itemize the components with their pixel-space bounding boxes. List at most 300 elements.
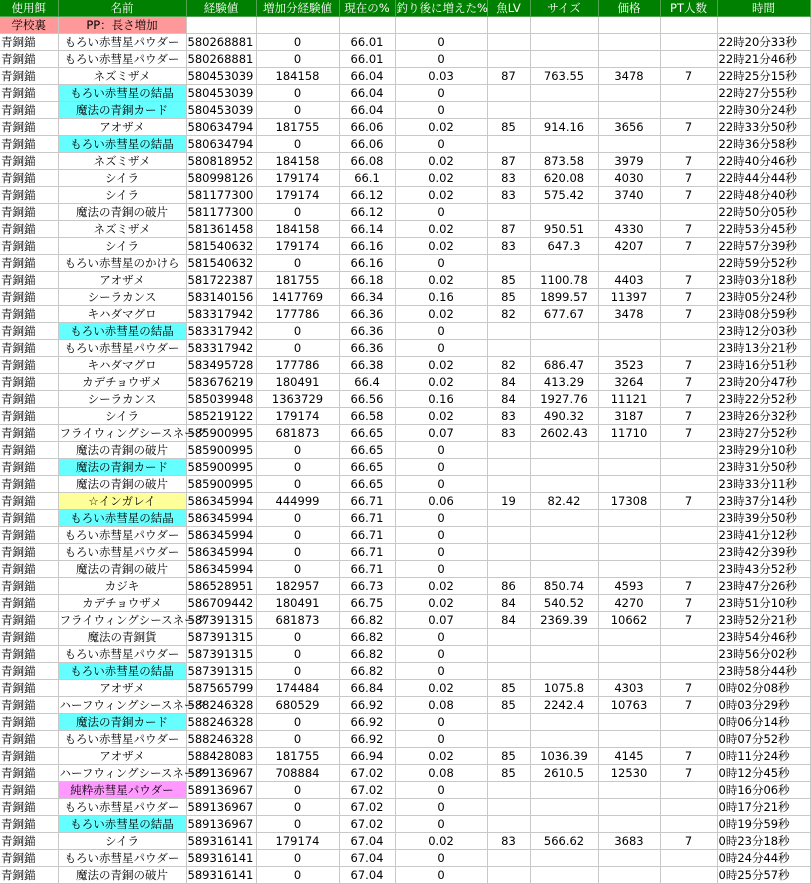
cell-bait[interactable]: 青銅錨 [0,527,58,544]
cell-bait[interactable]: 青銅錨 [0,646,58,663]
cell-percent-gain[interactable]: 0 [395,85,487,102]
cell-size[interactable] [530,136,598,153]
cell-party-size[interactable] [660,850,717,867]
cell-party-size[interactable] [660,629,717,646]
cell-percent-gain[interactable]: 0 [395,102,487,119]
cell-exp-gain[interactable]: 0 [256,561,339,578]
cell-current-percent[interactable]: 66.92 [339,731,395,748]
cell-bait[interactable]: 青銅錨 [0,136,58,153]
cell-fish-level[interactable]: 19 [487,493,530,510]
cell-party-size[interactable] [660,714,717,731]
cell-name[interactable]: ☆インガレイ [58,493,186,510]
cell-size[interactable] [530,629,598,646]
cell-exp[interactable]: 589316141 [186,867,256,884]
cell-exp[interactable]: 586709442 [186,595,256,612]
cell-percent-gain[interactable]: 0.02 [395,748,487,765]
cell-exp[interactable]: 583676219 [186,374,256,391]
cell-time[interactable]: 23時56分02秒 [717,646,810,663]
cell-size[interactable] [530,527,598,544]
cell-name[interactable]: シイラ [58,170,186,187]
cell-time[interactable]: 0時23分18秒 [717,833,810,850]
cell-size[interactable]: 2610.5 [530,765,598,782]
cell-name[interactable]: シーラカンス [58,289,186,306]
cell-party-size[interactable]: 7 [660,425,717,442]
cell-exp-gain[interactable]: 681873 [256,612,339,629]
cell-exp-gain[interactable]: 177786 [256,306,339,323]
cell-name[interactable]: カデチョウザメ [58,374,186,391]
cell-bait[interactable]: 青銅錨 [0,714,58,731]
cell-name[interactable]: キハダマグロ [58,357,186,374]
cell-size[interactable] [530,442,598,459]
cell-exp[interactable]: 580453039 [186,102,256,119]
cell-fish-level[interactable] [487,731,530,748]
cell-time[interactable]: 22時48分40秒 [717,187,810,204]
cell-exp[interactable]: 580818952 [186,153,256,170]
cell-price[interactable] [598,544,660,561]
cell-party-size[interactable]: 7 [660,391,717,408]
cell-time[interactable]: 23時03分18秒 [717,272,810,289]
cell-party-size[interactable] [660,102,717,119]
location-cell[interactable]: 学校裏 [0,17,58,34]
header-name[interactable]: 名前 [58,0,186,17]
cell-price[interactable]: 11121 [598,391,660,408]
cell-exp[interactable]: 583495728 [186,357,256,374]
cell-name[interactable]: 魔法の青銅の破片 [58,561,186,578]
cell-name[interactable]: 魔法の青銅カード [58,714,186,731]
cell-size[interactable]: 566.62 [530,833,598,850]
cell-fish-level[interactable] [487,799,530,816]
cell-party-size[interactable] [660,204,717,221]
cell-name[interactable]: 魔法の青銅の破片 [58,476,186,493]
cell-bait[interactable]: 青銅錨 [0,493,58,510]
cell-fish-level[interactable]: 85 [487,765,530,782]
cell-price[interactable]: 4207 [598,238,660,255]
cell-percent-gain[interactable]: 0 [395,714,487,731]
cell-price[interactable]: 3656 [598,119,660,136]
cell-price[interactable] [598,340,660,357]
cell-current-percent[interactable]: 66.16 [339,238,395,255]
cell-exp[interactable]: 585900995 [186,459,256,476]
cell-bait[interactable]: 青銅錨 [0,765,58,782]
cell-time[interactable]: 23時27分52秒 [717,425,810,442]
cell-current-percent[interactable]: 66.18 [339,272,395,289]
cell-percent-gain[interactable]: 0.07 [395,612,487,629]
cell-exp-gain[interactable]: 179174 [256,170,339,187]
cell-time[interactable]: 23時47分26秒 [717,578,810,595]
cell-exp-gain[interactable]: 0 [256,544,339,561]
cell-exp[interactable]: 586345994 [186,544,256,561]
cell-exp-gain[interactable]: 0 [256,136,339,153]
cell-percent-gain[interactable]: 0 [395,340,487,357]
cell-fish-level[interactable] [487,204,530,221]
cell-exp-gain[interactable]: 708884 [256,765,339,782]
cell-time[interactable]: 22時44分44秒 [717,170,810,187]
cell-name[interactable]: 魔法の青銅貨 [58,629,186,646]
cell-time[interactable]: 23時42分39秒 [717,544,810,561]
cell-party-size[interactable] [660,799,717,816]
cell-exp-gain[interactable]: 0 [256,340,339,357]
cell-name[interactable]: シイラ [58,238,186,255]
cell-time[interactable]: 0時06分14秒 [717,714,810,731]
cell-party-size[interactable]: 7 [660,748,717,765]
cell-size[interactable] [530,85,598,102]
cell-price[interactable]: 4030 [598,170,660,187]
cell-size[interactable] [530,782,598,799]
cell-party-size[interactable]: 7 [660,153,717,170]
cell-exp-gain[interactable]: 184158 [256,153,339,170]
cell-price[interactable] [598,782,660,799]
cell-current-percent[interactable]: 67.02 [339,782,395,799]
cell-size[interactable] [530,476,598,493]
cell-price[interactable] [598,204,660,221]
cell-current-percent[interactable]: 66.82 [339,663,395,680]
cell-name[interactable]: もろい赤彗星パウダー [58,51,186,68]
cell-exp-gain[interactable]: 1417769 [256,289,339,306]
cell-party-size[interactable] [660,527,717,544]
cell-exp-gain[interactable]: 179174 [256,187,339,204]
cell-time[interactable]: 22時36分58秒 [717,136,810,153]
cell-exp[interactable]: 589136967 [186,782,256,799]
cell-percent-gain[interactable]: 0 [395,510,487,527]
cell-current-percent[interactable]: 66.38 [339,357,395,374]
cell-price[interactable] [598,34,660,51]
cell-exp[interactable]: 588246328 [186,697,256,714]
cell-fish-level[interactable] [487,476,530,493]
cell-name[interactable]: アオザメ [58,748,186,765]
cell-size[interactable]: 677.67 [530,306,598,323]
cell-price[interactable]: 11710 [598,425,660,442]
header-party-size[interactable]: PT人数 [660,0,717,17]
cell-party-size[interactable] [660,816,717,833]
cell-fish-level[interactable] [487,782,530,799]
cell-size[interactable]: 763.55 [530,68,598,85]
cell-price[interactable] [598,850,660,867]
cell-percent-gain[interactable]: 0 [395,629,487,646]
cell-party-size[interactable]: 7 [660,612,717,629]
cell-party-size[interactable]: 7 [660,697,717,714]
cell-percent-gain[interactable]: 0 [395,34,487,51]
cell-size[interactable]: 490.32 [530,408,598,425]
cell-exp-gain[interactable]: 0 [256,731,339,748]
cell-exp-gain[interactable]: 180491 [256,595,339,612]
cell-exp-gain[interactable]: 180491 [256,374,339,391]
cell-bait[interactable]: 青銅錨 [0,697,58,714]
cell-party-size[interactable]: 7 [660,170,717,187]
cell-party-size[interactable]: 7 [660,289,717,306]
cell-party-size[interactable]: 7 [660,578,717,595]
cell-exp[interactable]: 589136967 [186,816,256,833]
cell-fish-level[interactable]: 84 [487,595,530,612]
cell-fish-level[interactable]: 85 [487,272,530,289]
cell-bait[interactable]: 青銅錨 [0,119,58,136]
cell-bait[interactable]: 青銅錨 [0,34,58,51]
cell-size[interactable]: 82.42 [530,493,598,510]
cell-bait[interactable]: 青銅錨 [0,306,58,323]
cell-bait[interactable]: 青銅錨 [0,374,58,391]
cell-name[interactable]: カジキ [58,578,186,595]
cell-percent-gain[interactable]: 0 [395,51,487,68]
cell-bait[interactable]: 青銅錨 [0,51,58,68]
cell-time[interactable]: 0時25分57秒 [717,867,810,884]
cell-price[interactable] [598,136,660,153]
cell-exp-gain[interactable]: 182957 [256,578,339,595]
cell-percent-gain[interactable]: 0 [395,527,487,544]
cell-current-percent[interactable]: 66.06 [339,136,395,153]
cell-time[interactable]: 23時22分52秒 [717,391,810,408]
cell-percent-gain[interactable]: 0.02 [395,578,487,595]
cell-name[interactable]: 魔法の青銅の破片 [58,442,186,459]
cell-bait[interactable]: 青銅錨 [0,663,58,680]
cell-party-size[interactable] [660,782,717,799]
cell-current-percent[interactable]: 66.71 [339,544,395,561]
cell-bait[interactable]: 青銅錨 [0,748,58,765]
cell-fish-level[interactable]: 87 [487,221,530,238]
cell-size[interactable] [530,459,598,476]
cell-exp[interactable]: 589136967 [186,799,256,816]
cell-time[interactable]: 23時16分51秒 [717,357,810,374]
cell-price[interactable] [598,85,660,102]
cell-current-percent[interactable]: 66.65 [339,425,395,442]
cell-price[interactable]: 4593 [598,578,660,595]
cell-price[interactable] [598,323,660,340]
cell-size[interactable]: 850.74 [530,578,598,595]
cell-exp[interactable]: 580453039 [186,68,256,85]
cell-time[interactable]: 22時33分50秒 [717,119,810,136]
cell-time[interactable]: 22時59分52秒 [717,255,810,272]
cell-size[interactable]: 686.47 [530,357,598,374]
cell-name[interactable]: 魔法の青銅カード [58,459,186,476]
cell-name[interactable]: カデチョウザメ [58,595,186,612]
cell-size[interactable]: 950.51 [530,221,598,238]
cell-bait[interactable]: 青銅錨 [0,612,58,629]
cell-exp-gain[interactable]: 177786 [256,357,339,374]
cell-exp-gain[interactable]: 0 [256,476,339,493]
cell-exp-gain[interactable]: 0 [256,816,339,833]
cell-percent-gain[interactable]: 0 [395,782,487,799]
cell-exp-gain[interactable]: 444999 [256,493,339,510]
cell-bait[interactable]: 青銅錨 [0,357,58,374]
cell-exp-gain[interactable]: 179174 [256,238,339,255]
cell-fish-level[interactable]: 83 [487,425,530,442]
cell-bait[interactable]: 青銅錨 [0,153,58,170]
cell-exp-gain[interactable]: 181755 [256,119,339,136]
cell-size[interactable]: 873.58 [530,153,598,170]
cell-percent-gain[interactable]: 0.02 [395,170,487,187]
cell-price[interactable]: 10763 [598,697,660,714]
cell-fish-level[interactable] [487,136,530,153]
cell-time[interactable]: 23時13分21秒 [717,340,810,357]
cell-fish-level[interactable]: 84 [487,391,530,408]
cell-fish-level[interactable]: 85 [487,748,530,765]
cell-party-size[interactable]: 7 [660,595,717,612]
cell-name[interactable]: もろい赤彗星の結晶 [58,816,186,833]
cell-party-size[interactable]: 7 [660,833,717,850]
cell-exp[interactable]: 586345994 [186,510,256,527]
cell-percent-gain[interactable]: 0 [395,442,487,459]
cell-exp-gain[interactable]: 179174 [256,408,339,425]
cell-party-size[interactable]: 7 [660,680,717,697]
cell-party-size[interactable] [660,544,717,561]
cell-time[interactable]: 23時41分12秒 [717,527,810,544]
cell-percent-gain[interactable]: 0 [395,561,487,578]
cell-time[interactable]: 0時19分59秒 [717,816,810,833]
cell-size[interactable] [530,561,598,578]
cell-price[interactable]: 3187 [598,408,660,425]
cell-name[interactable]: もろい赤彗星の結晶 [58,663,186,680]
cell-name[interactable]: ネズミザメ [58,221,186,238]
cell-time[interactable]: 23時52分21秒 [717,612,810,629]
cell-fish-level[interactable]: 87 [487,68,530,85]
cell-party-size[interactable] [660,323,717,340]
cell-current-percent[interactable]: 66.82 [339,646,395,663]
cell-time[interactable]: 23時31分50秒 [717,459,810,476]
cell-percent-gain[interactable]: 0.02 [395,306,487,323]
cell-current-percent[interactable]: 66.75 [339,595,395,612]
cell-time[interactable]: 22時25分15秒 [717,68,810,85]
cell-bait[interactable]: 青銅錨 [0,289,58,306]
header-current-percent[interactable]: 現在の% [339,0,395,17]
cell-price[interactable] [598,510,660,527]
cell-fish-level[interactable] [487,646,530,663]
cell-percent-gain[interactable]: 0 [395,816,487,833]
cell-size[interactable]: 575.42 [530,187,598,204]
cell-bait[interactable]: 青銅錨 [0,595,58,612]
cell-price[interactable]: 12530 [598,765,660,782]
cell-bait[interactable]: 青銅錨 [0,816,58,833]
header-fish-level[interactable]: 魚LV [487,0,530,17]
cell-name[interactable]: シイラ [58,833,186,850]
cell-percent-gain[interactable]: 0.02 [395,187,487,204]
cell-percent-gain[interactable]: 0.02 [395,119,487,136]
cell-price[interactable]: 11397 [598,289,660,306]
cell-exp[interactable]: 581540632 [186,255,256,272]
cell-exp-gain[interactable]: 0 [256,323,339,340]
cell-time[interactable]: 22時21分46秒 [717,51,810,68]
cell-percent-gain[interactable]: 0 [395,255,487,272]
cell-bait[interactable]: 青銅錨 [0,629,58,646]
cell-fish-level[interactable] [487,102,530,119]
cell-time[interactable]: 23時12分03秒 [717,323,810,340]
cell-time[interactable]: 22時50分05秒 [717,204,810,221]
cell-current-percent[interactable]: 67.02 [339,765,395,782]
cell-size[interactable]: 540.52 [530,595,598,612]
cell-bait[interactable]: 青銅錨 [0,867,58,884]
cell-price[interactable] [598,255,660,272]
cell-party-size[interactable] [660,51,717,68]
cell-exp-gain[interactable]: 0 [256,51,339,68]
cell-current-percent[interactable]: 66.04 [339,102,395,119]
cell-price[interactable] [598,102,660,119]
cell-party-size[interactable]: 7 [660,238,717,255]
cell-fish-level[interactable]: 85 [487,289,530,306]
cell-size[interactable]: 1075.8 [530,680,598,697]
cell-current-percent[interactable]: 66.34 [339,289,395,306]
cell-bait[interactable]: 青銅錨 [0,323,58,340]
cell-bait[interactable]: 青銅錨 [0,833,58,850]
cell-exp[interactable]: 585900995 [186,476,256,493]
cell-size[interactable] [530,102,598,119]
cell-fish-level[interactable] [487,714,530,731]
cell-exp-gain[interactable]: 0 [256,629,339,646]
cell-percent-gain[interactable]: 0.08 [395,697,487,714]
cell-fish-level[interactable]: 85 [487,680,530,697]
cell-current-percent[interactable]: 66.71 [339,561,395,578]
cell-exp-gain[interactable]: 181755 [256,748,339,765]
cell-price[interactable] [598,816,660,833]
cell-party-size[interactable] [660,255,717,272]
cell-time[interactable]: 23時43分52秒 [717,561,810,578]
cell-percent-gain[interactable]: 0 [395,850,487,867]
cell-exp-gain[interactable]: 184158 [256,221,339,238]
cell-name[interactable]: アオザメ [58,272,186,289]
cell-price[interactable]: 17308 [598,493,660,510]
cell-percent-gain[interactable]: 0 [395,544,487,561]
cell-current-percent[interactable]: 66.92 [339,714,395,731]
cell-fish-level[interactable]: 83 [487,170,530,187]
cell-bait[interactable]: 青銅錨 [0,544,58,561]
cell-fish-level[interactable] [487,850,530,867]
cell-current-percent[interactable]: 66.04 [339,68,395,85]
cell-fish-level[interactable]: 83 [487,238,530,255]
cell-exp-gain[interactable]: 0 [256,510,339,527]
cell-exp-gain[interactable]: 0 [256,527,339,544]
cell-exp[interactable]: 587391315 [186,663,256,680]
cell-size[interactable] [530,663,598,680]
cell-exp[interactable]: 583140156 [186,289,256,306]
cell-size[interactable]: 413.29 [530,374,598,391]
cell-exp[interactable]: 586345994 [186,493,256,510]
cell-party-size[interactable] [660,510,717,527]
cell-time[interactable]: 23時05分24秒 [717,289,810,306]
cell-name[interactable]: もろい赤彗星パウダー [58,34,186,51]
cell-current-percent[interactable]: 67.04 [339,867,395,884]
cell-exp-gain[interactable]: 179174 [256,833,339,850]
cell-party-size[interactable] [660,340,717,357]
cell-size[interactable] [530,867,598,884]
cell-name[interactable]: もろい赤彗星の結晶 [58,85,186,102]
cell-party-size[interactable]: 7 [660,272,717,289]
cell-fish-level[interactable]: 85 [487,119,530,136]
cell-size[interactable] [530,544,598,561]
cell-price[interactable]: 10662 [598,612,660,629]
cell-price[interactable] [598,561,660,578]
header-exp[interactable]: 経験値 [186,0,256,17]
cell-party-size[interactable] [660,663,717,680]
cell-name[interactable]: もろい赤彗星のかけら [58,255,186,272]
cell-price[interactable] [598,663,660,680]
cell-party-size[interactable]: 7 [660,119,717,136]
cell-size[interactable] [530,799,598,816]
cell-fish-level[interactable] [487,323,530,340]
cell-bait[interactable]: 青銅錨 [0,459,58,476]
cell-time[interactable]: 23時20分47秒 [717,374,810,391]
cell-time[interactable]: 0時11分24秒 [717,748,810,765]
cell-party-size[interactable]: 7 [660,374,717,391]
cell-percent-gain[interactable]: 0.02 [395,272,487,289]
header-bait[interactable]: 使用餌 [0,0,58,17]
cell-current-percent[interactable]: 66.65 [339,476,395,493]
cell-exp[interactable]: 580998126 [186,170,256,187]
cell-exp[interactable]: 585219122 [186,408,256,425]
cell-percent-gain[interactable]: 0 [395,799,487,816]
cell-fish-level[interactable] [487,527,530,544]
cell-exp[interactable]: 587391315 [186,612,256,629]
cell-bait[interactable]: 青銅錨 [0,68,58,85]
cell-current-percent[interactable]: 66.01 [339,51,395,68]
cell-time[interactable]: 22時27分55秒 [717,85,810,102]
cell-fish-level[interactable] [487,340,530,357]
cell-time[interactable]: 23時08分59秒 [717,306,810,323]
